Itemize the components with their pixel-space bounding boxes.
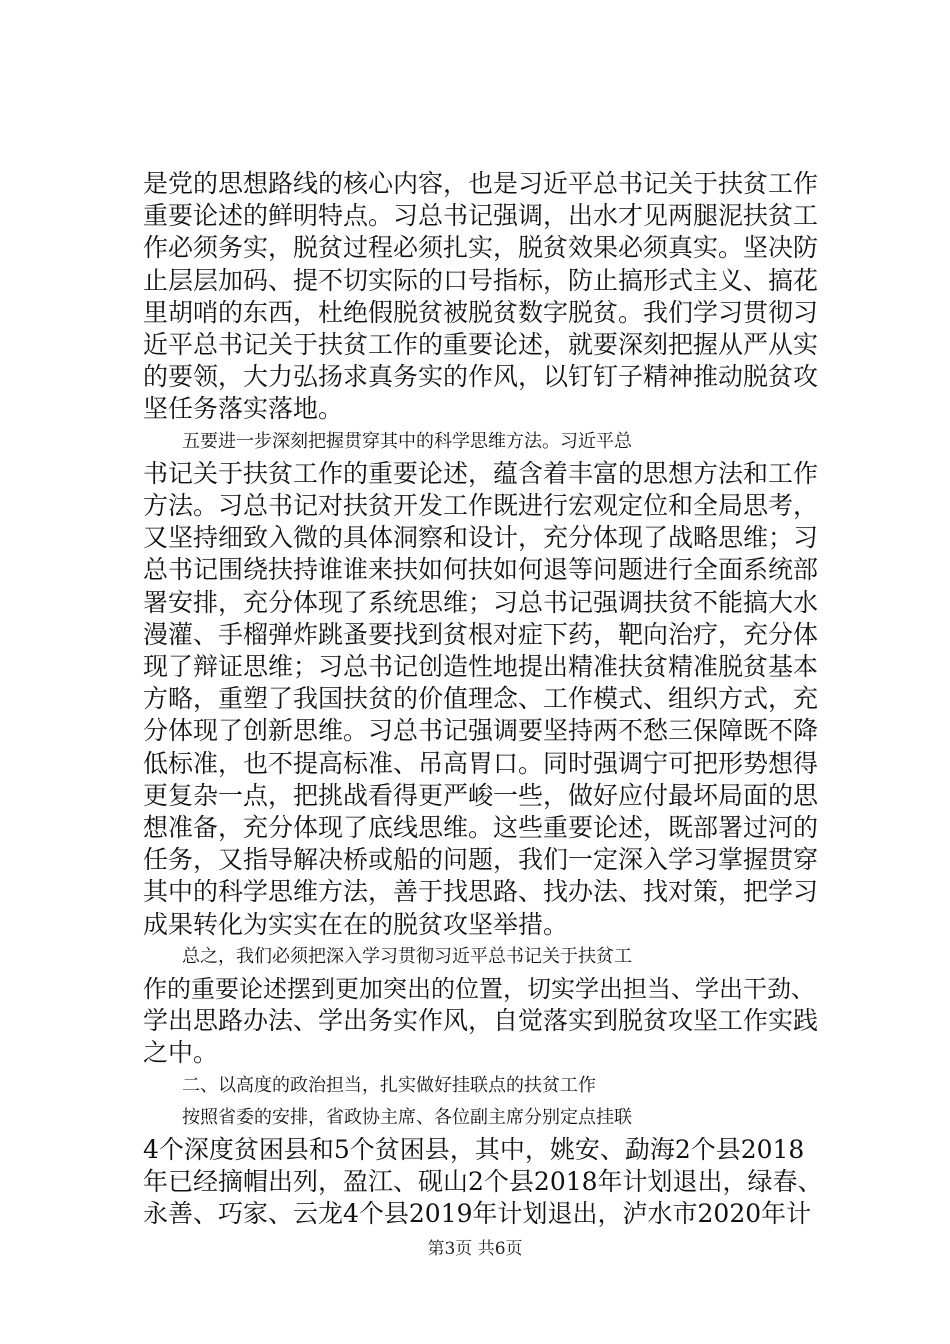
- text-line: 署安排，充分体现了系统思维；习总书记强调扶贫不能搞大水: [143, 587, 819, 617]
- text-line: 现了辩证思维；习总书记创造性地提出精准扶贫精准脱贫基本: [143, 652, 819, 681]
- section-heading: 二、以高度的政治担当，扎实做好挂联点的扶贫工作: [182, 1074, 596, 1096]
- text-line: 更复杂一点，把挑战看得更严峻一些，做好应付最坏局面的思: [143, 780, 819, 810]
- text-line: 近平总书记关于扶贫工作的重要论述，就要深刻把握从严从实: [143, 330, 819, 359]
- paragraph-start-line: 五要进一步深刻把握贯穿其中的科学思维方法。习近平总: [182, 430, 632, 452]
- text-line: 书记关于扶贫工作的重要论述，蕴含着丰富的思想方法和工作: [143, 458, 819, 488]
- text-line: 分体现了创新思维。习总书记强调要坚持两不愁三保障既不降: [143, 716, 819, 746]
- text-line: 4个深度贫困县和5个贫困县，其中，姚安、勐海2个县2018: [143, 1135, 805, 1164]
- text-line: 之中。: [143, 1038, 219, 1068]
- text-line: 想准备，充分体现了底线思维。这些重要论述，既部署过河的: [143, 813, 819, 842]
- text-line: 其中的科学思维方法，善于找思路、找办法、找对策，把学习: [143, 877, 819, 907]
- text-line: 漫灌、手榴弹炸跳蚤要找到贫根对症下药，靶向治疗，充分体: [143, 619, 819, 649]
- text-line: 任务，又指导解决桥或船的问题，我们一定深入学习掌握贯穿: [143, 845, 819, 875]
- text-line: 里胡哨的东西，杜绝假脱贫被脱贫数字脱贫。我们学习贯彻习: [143, 297, 819, 327]
- text-line: 方略，重塑了我国扶贫的价值理念、工作模式、组织方式，充: [143, 684, 819, 714]
- page-number-footer: 第3页 共6页: [427, 1239, 523, 1259]
- text-line: 又坚持细致入微的具体洞察和设计，充分体现了战略思维；习: [143, 523, 819, 553]
- paragraph-start-line: 按照省委的安排，省政协主席、各位副主席分别定点挂联: [182, 1106, 632, 1128]
- text-line: 止层层加码、提不切实际的口号指标，防止搞形式主义、搞花: [143, 265, 819, 295]
- text-line: 是党的思想路线的核心内容，也是习近平总书记关于扶贫工作: [143, 169, 819, 198]
- paragraph-start-line: 总之，我们必须把深入学习贯彻习近平总书记关于扶贫工: [182, 945, 632, 967]
- text-line: 作的重要论述摆到更加突出的位置，切实学出担当、学出干劲、: [143, 975, 815, 1003]
- text-line: 的要领，大力弘扬求真务实的作风，以钉钉子精神推动脱贫攻: [143, 362, 819, 392]
- text-line: 成果转化为实实在在的脱贫攻坚举措。: [143, 909, 569, 939]
- text-line: 作必须务实，脱贫过程必须扎实，脱贫效果必须真实。坚决防: [143, 233, 819, 263]
- text-line: 年已经摘帽出列，盈江、砚山2个县2018年计划退出，绿春、: [143, 1167, 823, 1197]
- text-line: 总书记围绕扶持谁谁来扶如何扶如何退等问题进行全面系统部: [143, 555, 819, 585]
- text-line: 永善、巧家、云龙4个县2019年计划退出，泸水市2020年计: [143, 1199, 812, 1229]
- text-line: 低标准，也不提高标准、吊高胃口。同时强调宁可把形势想得: [143, 748, 819, 778]
- text-line: 坚任务落实落地。: [143, 394, 344, 424]
- text-line: 方法。习总书记对扶贫开发工作既进行宏观定位和全局思考，: [143, 491, 819, 520]
- text-line: 重要论述的鲜明特点。习总书记强调，出水才见两腿泥扶贫工: [143, 201, 819, 231]
- text-line: 学出思路办法、学出务实作风，自觉落实到脱贫攻坚工作实践: [143, 1006, 819, 1036]
